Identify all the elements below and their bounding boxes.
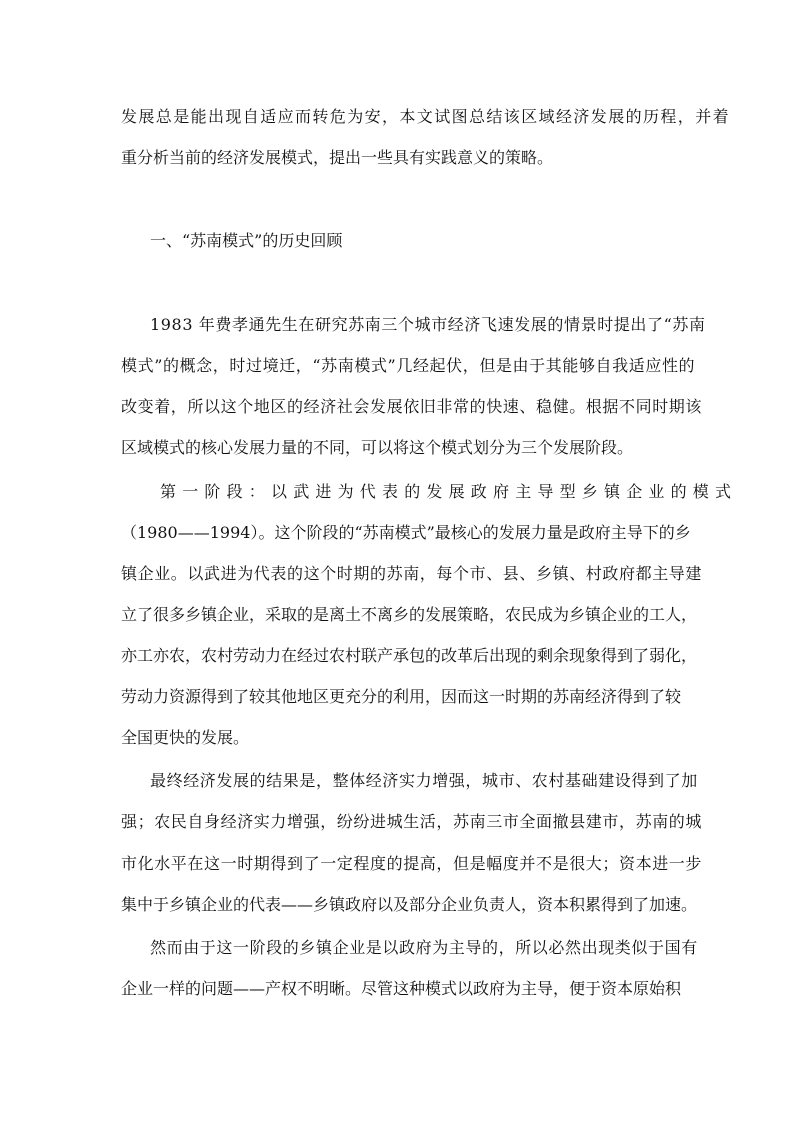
text-line: （1980——1994）。这个阶段的“苏南模式”最核心的发展力量是政府主导下的乡 <box>121 523 691 542</box>
text-line: 集中于乡镇企业的代表——乡镇政府以及部分企业负责人，资本积累得到了加速。 <box>121 895 698 914</box>
text-line: 企业一样的问题——产权不明晰。尽管这种模式以政府为主导，便于资本原始积 <box>121 979 682 998</box>
text-line: 发展总是能出现自适应而转危为安，本文试图总结该区域经济发展的历程，并着 <box>121 107 731 126</box>
text-line: 1983 年费孝通先生在研究苏南三个城市经济飞速发展的情景时提出了“苏南 <box>150 315 706 334</box>
text-line: 最终经济发展的结果是，整体经济实力增强，城市、农村基础建设得到了加 <box>150 771 698 790</box>
text-line: 强；农民自身经济实力增强，纷纷进城生活，苏南三市全面撤县建市，苏南的城 <box>121 812 703 831</box>
text-line: 重分析当前的经济发展模式，提出一些具有实践意义的策略。 <box>121 148 554 167</box>
text-line: 第一阶段：以武进为代表的发展政府主导型乡镇企业的模式 <box>160 482 738 501</box>
text-line: 市化水平在这一时期得到了一定程度的提高，但是幅度并不是很大；资本进一步 <box>121 854 703 873</box>
text-line: 然而由于这一阶段的乡镇企业是以政府为主导的，所以必然出现类似于国有 <box>150 938 698 957</box>
text-line: 改变着，所以这个地区的经济社会发展依旧非常的快速、稳健。根据不同时期该 <box>121 397 703 416</box>
text-line: 区域模式的核心发展力量的不同，可以将这个模式划分为三个发展阶段。 <box>121 438 634 457</box>
text-line: 亦工亦农，农村劳动力在经过农村联产承包的改革后出现的剩余现象得到了弱化， <box>121 646 698 665</box>
text-line: 模式”的概念，时过境迁，“苏南模式”几经起伏，但是由于其能够自我适应性的 <box>121 356 696 375</box>
text-line: 镇企业。以武进为代表的这个时期的苏南，每个市、县、乡镇、村政府都主导建 <box>121 564 703 583</box>
text-line: 劳动力资源得到了较其他地区更充分的利用，因而这一时期的苏南经济得到了较 <box>121 687 682 706</box>
section-heading: 一、“苏南模式”的历史回顾 <box>150 231 343 250</box>
text-line: 立了很多乡镇企业，采取的是离土不离乡的发展策略，农民成为乡镇企业的工人， <box>121 605 698 624</box>
text-line: 全国更快的发展。 <box>121 728 250 747</box>
